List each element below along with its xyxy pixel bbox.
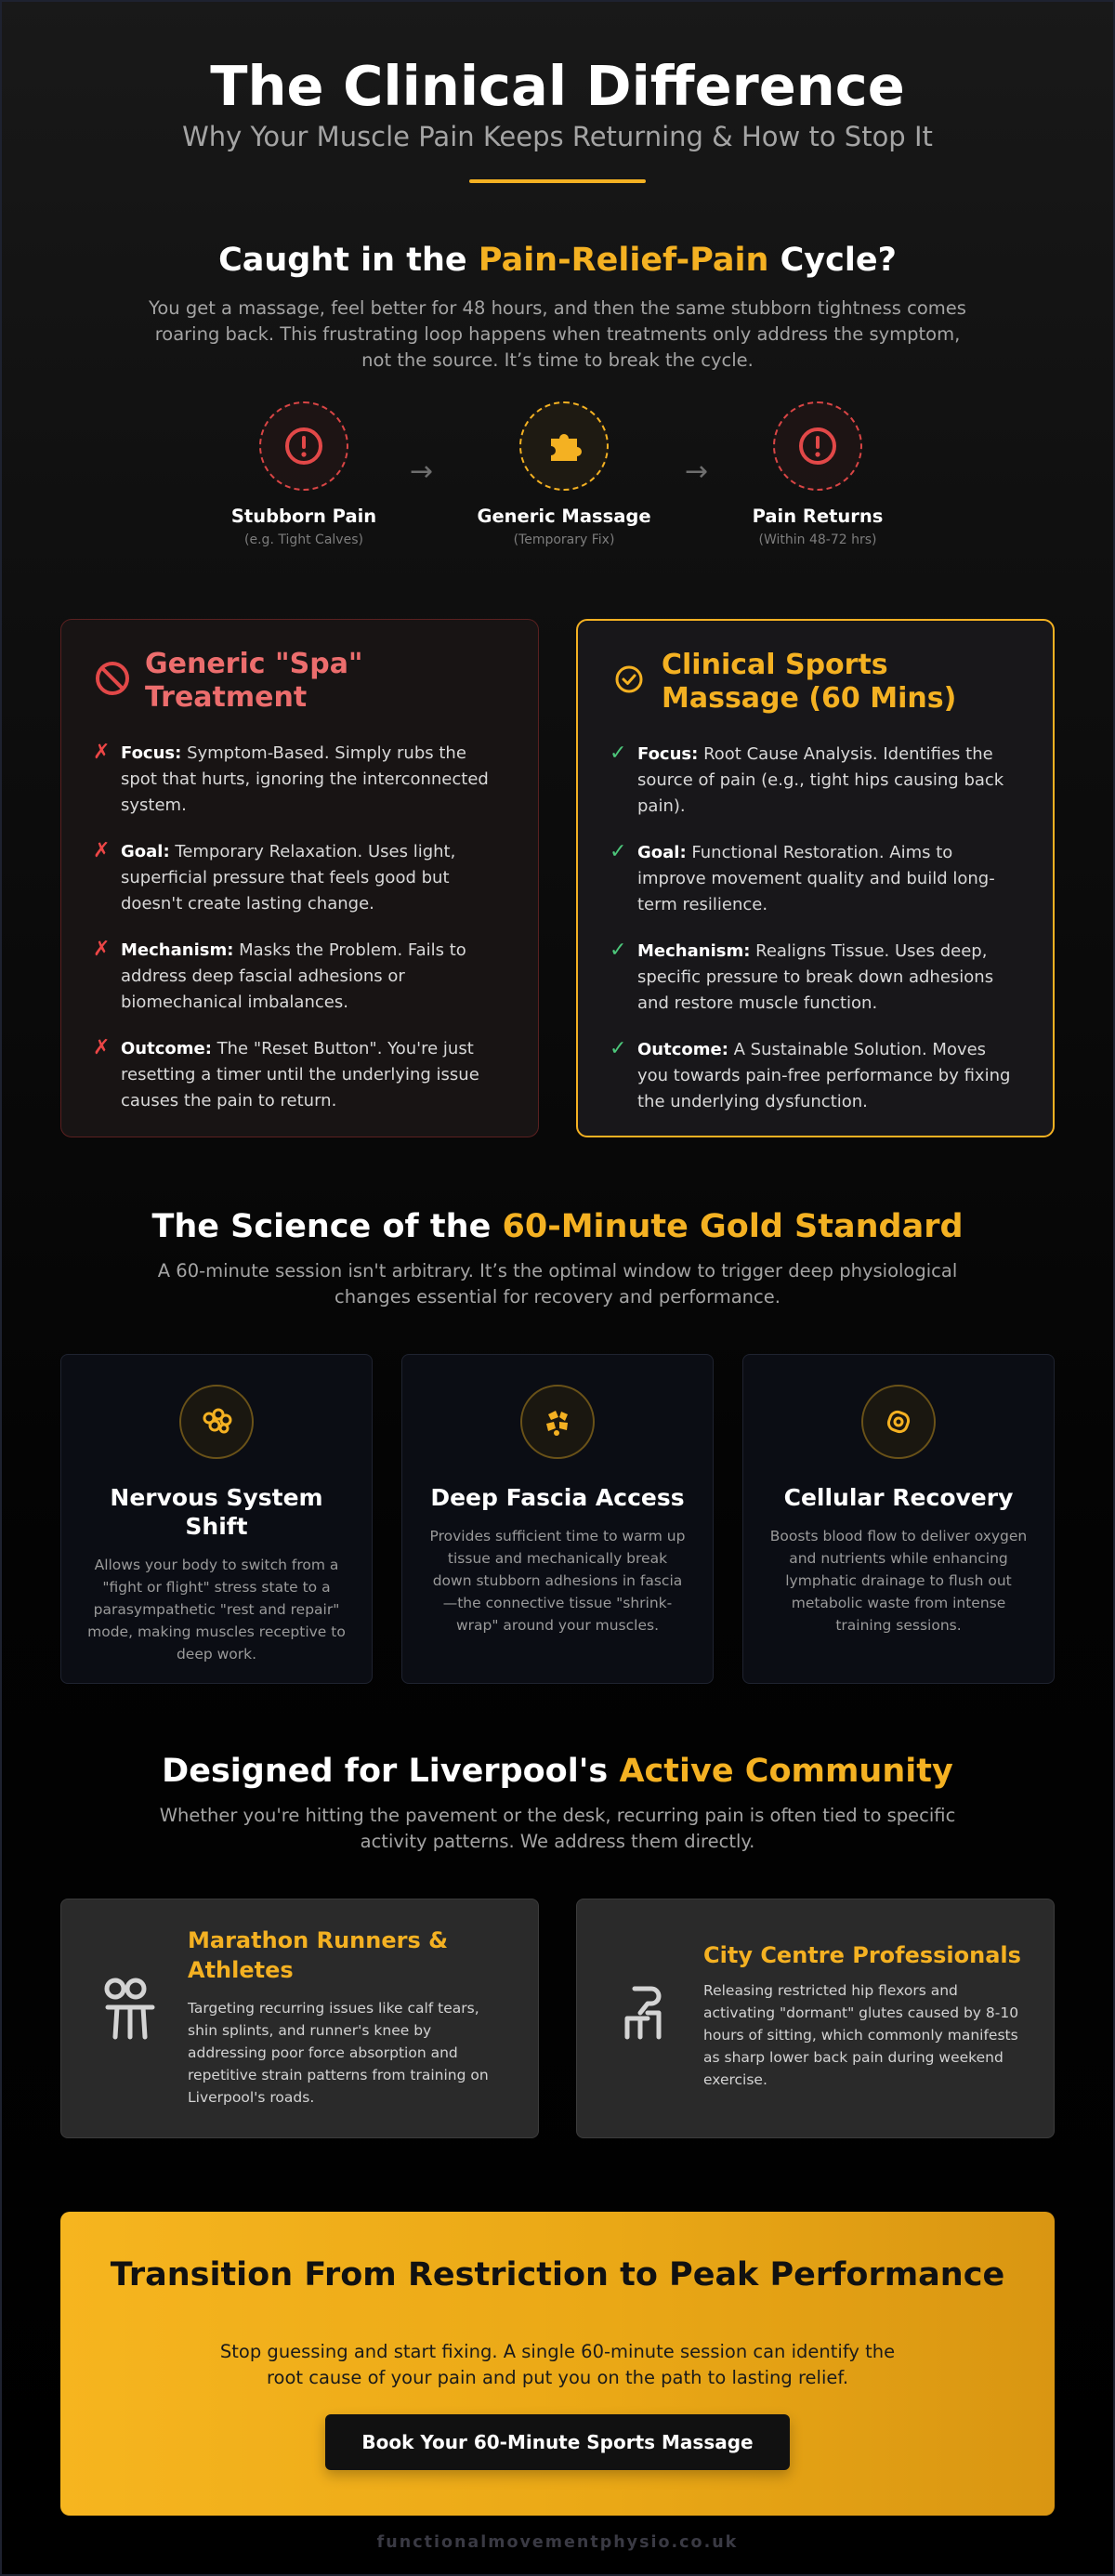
arrow-right-icon: → [410, 455, 434, 488]
science-description: A 60-minute session isn't arbitrary. It’s the optimal window to trigger deep physiological changes essential for recovery and performance. [157, 1260, 958, 1308]
cycle-step-sub: (e.g. Tight Calves) [244, 532, 363, 547]
community-card-title: Marathon Runners & Athletes [188, 1927, 449, 1983]
puzzle-piece-icon [519, 401, 609, 491]
cta-banner [60, 2212, 1055, 2516]
footer-domain[interactable]: functionalmovementphysio.co.uk [376, 2533, 739, 2552]
cycle-step-label: Stubborn Pain [230, 506, 377, 527]
brain-icon [179, 1385, 254, 1459]
clinical-item-goal [610, 840, 1021, 918]
community-card-text: Releasing restricted hip flexors and activating "dormant" glutes caused by 8-10 hours of sitting, which commonly manifests as sharp lower back pain during weekend exercise. [703, 1982, 1019, 2088]
generic-treatment-header [93, 648, 506, 715]
check-circle-icon [610, 660, 649, 699]
science-heading-highlight: 60-Minute Gold Standard [502, 1208, 964, 1245]
page-title: The Clinical Difference [210, 54, 905, 118]
cross-icon: ✗ [93, 1036, 111, 1059]
clinical-item-mechanism [610, 939, 1021, 1017]
cycle-heading-highlight: Pain-Relief-Pain [478, 242, 769, 279]
item-key: Outcome: [121, 1039, 212, 1058]
cycle-heading-before: Caught in the [218, 242, 479, 279]
item-key: Mechanism: [121, 940, 234, 960]
cta-text: Stop guessing and start fixing. A single 60-minute session can identify the root cause of your pain and put you on the path to lasting relief. [219, 2341, 896, 2388]
generic-treatment-title: Generic "Spa" Treatment [145, 648, 363, 714]
community-heading-before: Designed for Liverpool's [162, 1753, 620, 1790]
item-text: The "Reset Button". You're just resetting a timer until the underlying issue causes the pain to return. [121, 1039, 479, 1111]
science-card-deep-fascia [401, 1354, 714, 1684]
check-icon: ✓ [610, 939, 627, 962]
community-description: Whether you're hitting the pavement or the desk, recurring pain is often tied to specific activity patterns. We address them directly. [159, 1805, 956, 1852]
cycle-step-sub: (Within 48-72 hrs) [758, 532, 877, 547]
cycle-step-generic-massage [443, 401, 685, 547]
book-massage-button[interactable]: Book Your 60-Minute Sports Massage [325, 2414, 790, 2470]
prohibited-icon [93, 659, 132, 698]
cross-icon: ✗ [93, 839, 111, 862]
item-key: Mechanism: [637, 941, 751, 961]
science-card-text: Allows your body to switch from a "fight or flight" stress state to a parasympathetic "rest and repair" mode, making muscles receptive to deep work. [87, 1557, 346, 1663]
cycle-step-label: Generic Massage [477, 506, 651, 527]
clinical-massage-title: Clinical Sports Massage (60 Mins) [662, 649, 957, 715]
science-card-title: Cellular Recovery [783, 1484, 1014, 1511]
science-card-text: Boosts blood flow to deliver oxygen and nutrients while enhancing lymphatic drainage to flush out metabolic waste from intense training sessions. [769, 1528, 1028, 1634]
arrow-right-icon: → [685, 455, 709, 488]
alert-circle-icon [259, 401, 348, 491]
check-icon: ✓ [610, 840, 627, 863]
page-subtitle: Why Your Muscle Pain Keeps Returning & How to Stop It [182, 121, 933, 152]
community-card-title: City Centre Professionals [703, 1942, 1021, 1968]
check-icon: ✓ [610, 1037, 627, 1060]
cycle-step-label: Pain Returns [752, 506, 884, 527]
cross-icon: ✗ [93, 938, 111, 961]
generic-item-mechanism [93, 938, 506, 1016]
fascia-icon [520, 1385, 595, 1459]
check-icon: ✓ [610, 742, 627, 765]
item-key: Goal: [121, 842, 170, 861]
cycle-step-pain-returns [697, 401, 938, 547]
generic-item-focus [93, 741, 506, 819]
item-text: Functional Restoration. Aims to improve movement quality and build long-term resilience. [637, 843, 995, 914]
item-key: Goal: [637, 843, 687, 862]
cta-title: Transition From Restriction to Peak Performance [110, 2256, 1005, 2293]
generic-item-outcome [93, 1036, 506, 1114]
community-heading-highlight: Active Community [619, 1753, 953, 1790]
science-card-nervous-system [60, 1354, 373, 1684]
cycle-step-stubborn-pain [183, 401, 425, 547]
community-card-runners [60, 1899, 539, 2138]
community-heading [0, 1753, 1115, 1790]
generic-item-goal [93, 839, 506, 917]
clinical-item-focus [610, 742, 1021, 820]
science-card-title: Deep Fascia Access [430, 1484, 685, 1511]
alert-circle-icon [773, 401, 862, 491]
cycle-heading [0, 242, 1115, 279]
community-card-professionals [576, 1899, 1055, 2138]
clinical-massage-header [610, 649, 1021, 716]
clinical-item-outcome [610, 1037, 1021, 1115]
runner-icon [95, 1976, 165, 2046]
science-heading [0, 1208, 1115, 1245]
science-heading-before: The Science of the [151, 1208, 503, 1245]
item-key: Outcome: [637, 1040, 728, 1059]
item-text: Temporary Relaxation. Uses light, superficial pressure that feels good but doesn't create lasting change. [121, 842, 456, 913]
item-text: A Sustainable Solution. Moves you towards pain-free performance by fixing the underlying dysfunction. [637, 1040, 1011, 1111]
cell-recovery-icon [861, 1385, 936, 1459]
seated-worker-icon [610, 1976, 681, 2046]
item-key: Focus: [121, 743, 182, 763]
cycle-heading-after: Cycle? [768, 242, 897, 279]
item-text: Realigns Tissue. Uses deep, specific pressure to break down adhesions and restore muscle function. [637, 941, 994, 1013]
cycle-description: You get a massage, feel better for 48 hours, and then the same stubborn tightness comes roaring back. This frustrating loop happens when treatments only address the symptom, not the source. It’s time to break the cycle. [149, 297, 966, 371]
community-card-text: Targeting recurring issues like calf tears, shin splints, and runner's knee by addressing poor force absorption and repetitive strain patterns from training on Liverpool's roads. [188, 2000, 489, 2106]
cross-icon: ✗ [93, 741, 111, 764]
science-card-cellular-recovery [742, 1354, 1055, 1684]
clinical-massage-card [576, 619, 1055, 1137]
item-text: Masks the Problem. Fails to address deep fascial adhesions or biomechanical imbalances. [121, 940, 466, 1012]
generic-treatment-card [60, 619, 539, 1137]
cycle-step-sub: (Temporary Fix) [513, 532, 615, 547]
item-key: Focus: [637, 744, 699, 764]
science-card-title: Nervous System Shift [110, 1484, 323, 1540]
title-divider [469, 179, 646, 183]
item-text: Root Cause Analysis. Identifies the source of pain (e.g., tight hips causing back pain). [637, 744, 1004, 816]
science-card-text: Provides sufficient time to warm up tissue and mechanically break down stubborn adhesions in fascia—the connective tissue "shrink-wrap" around your muscles. [429, 1528, 686, 1634]
item-text: Symptom-Based. Simply rubs the spot that hurts, ignoring the interconnected system. [121, 743, 489, 815]
